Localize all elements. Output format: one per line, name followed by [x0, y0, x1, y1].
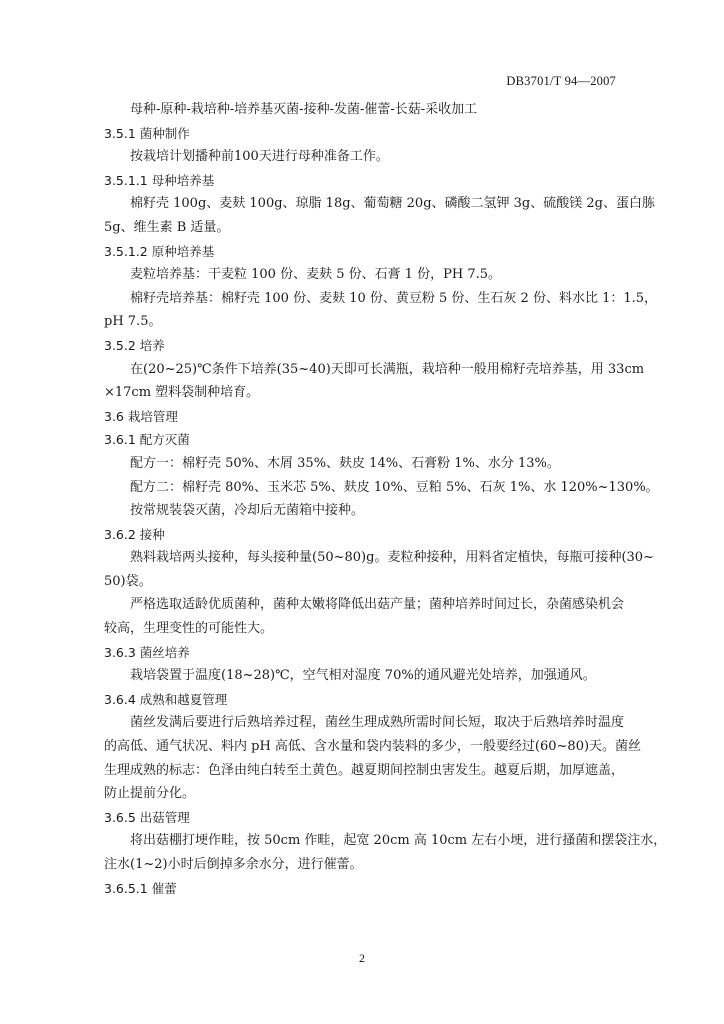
page-number: 2 [359, 951, 365, 965]
body-text-line: 50)袋。 [104, 573, 152, 589]
body-text-line: 按栽培计划播种前100天进行母种准备工作。 [130, 149, 389, 165]
body-text-line: 防止提前分化。 [104, 786, 196, 802]
section-heading: 3.6.3 菌丝培养 [104, 644, 190, 660]
section-heading: 3.6 栽培管理 [104, 408, 178, 424]
body-text-line: 栽培袋置于温度(18~28)℃，空气相对湿度 70%的通风避光处培养，加强通风。 [130, 668, 596, 684]
section-heading: 3.6.2 接种 [104, 526, 165, 542]
section-heading: 3.5.2 培养 [104, 337, 165, 353]
body-text-line: 熟料栽培两头接种，每头接种量(50~80)g。麦粒种接种，用料省定植快，每瓶可接种(30~ [130, 550, 654, 566]
document-number: DB3701/T 94—2007 [506, 74, 616, 88]
section-heading: 3.5.1.1 母种培养基 [104, 172, 215, 188]
body-text-line: 严格选取适龄优质菌种，菌种太嫩将降低出菇产量；菌种培养时间过长，杂菌感染机会 [130, 597, 625, 613]
section-heading: 3.5.1.2 原种培养基 [104, 243, 215, 259]
body-text-line: 麦粒培养基：干麦粒 100 份、麦麸 5 份、石膏 1 份，PH 7.5。 [130, 267, 502, 283]
section-heading: 3.6.5.1 催蕾 [104, 880, 177, 896]
body-text-line: 棉籽壳培养基：棉籽壳 100 份、麦麸 10 份、黄豆粉 5 份、生石灰 2 份、料水比 1：1.5， [130, 290, 658, 306]
document-body [104, 98, 667, 900]
body-text-line: 菌丝发满后要进行后熟培养过程，菌丝生理成熟所需时间长短，取决于后熟培养时温度 [130, 715, 625, 731]
body-text-line: 母种-原种-栽培种-培养基灭菌-接种-发菌-催蕾-长菇-采收加工 [130, 102, 478, 117]
body-text-line: 配方二：棉籽壳 80%、玉米芯 5%、麸皮 10%、豆粕 5%、石灰 1%、水 120%~130%。 [130, 479, 659, 495]
body-text-line: pH 7.5。 [104, 314, 162, 330]
section-heading: 3.6.5 出菇管理 [104, 809, 190, 825]
body-text-line: 注水(1~2)小时后倒掉多余水分，进行催蕾。 [104, 857, 363, 872]
body-text-line: 棉籽壳 100g、麦麸 100g、琼脂 18g、葡萄糖 20g、磷酸二氢钾 3g、硫酸镁 2g、蛋白胨 [130, 196, 655, 212]
body-text-line: 按常规装袋灭菌，冷却后无菌箱中接种。 [130, 503, 365, 519]
body-text-line: 的高低、通气状况、料内 pH 高低、含水量和袋内装料的多少，一般要经过(60~80)天。菌丝 [104, 739, 642, 755]
body-text-line: 生理成熟的标志：色泽由纯白转至土黄色。越夏期间控制虫害发生。越夏后期，加厚遮盖， [104, 762, 625, 778]
section-heading: 3.6.1 配方灭菌 [104, 432, 190, 448]
body-text-line: 5g、维生素 B 适量。 [104, 219, 230, 235]
body-text-line: 配方一：棉籽壳 50%、木屑 35%、麸皮 14%、石膏粉 1%、水分 13%。 [130, 455, 560, 471]
body-text-line: 在(20~25)℃条件下培养(35~40)天即可长满瓶，栽培种一般用棉籽壳培养基，用 33cm [130, 361, 645, 377]
body-text-line: ×17cm 塑料袋制种培育。 [104, 385, 260, 401]
body-text-line: 将出菇棚打埂作畦，按 50cm 作畦，起宽 20cm 高 10cm 左右小埂，进行搔菌和摆袋注水， [130, 833, 667, 849]
section-heading: 3.5.1 菌种制作 [104, 125, 190, 141]
section-heading: 3.6.4 成熟和越夏管理 [104, 691, 228, 707]
body-text-line: 较高，生理变性的可能性大。 [104, 621, 274, 637]
